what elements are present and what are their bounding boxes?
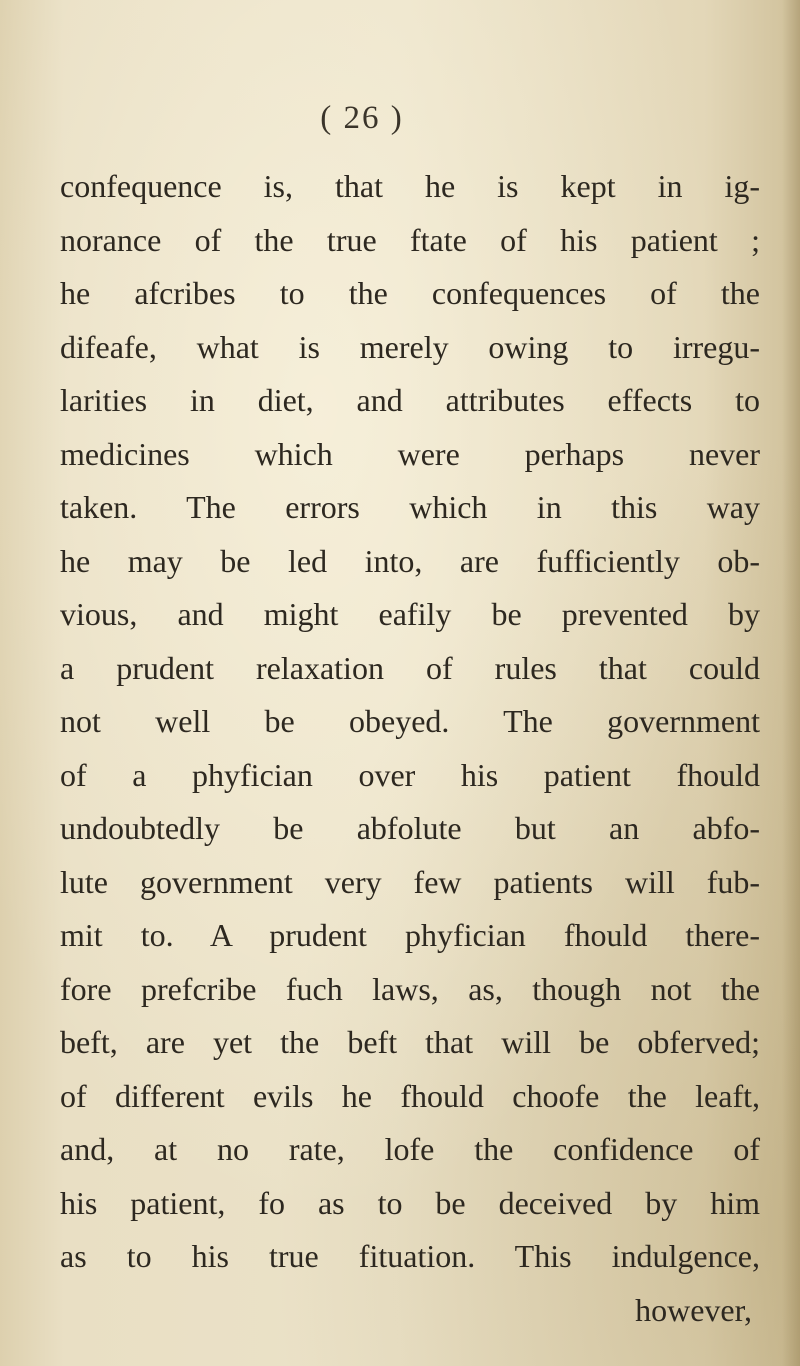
text-line: beft, are yet the beft that will be obferved; xyxy=(60,1024,760,1060)
text-line: undoubtedly be abfolute but an abfo- xyxy=(60,810,760,846)
text-line: and, at no rate, lofe the confidence of xyxy=(60,1131,760,1167)
text-line: fore prefcribe fuch laws, as, though not the xyxy=(60,970,760,1007)
text-line: taken. The errors which in this way xyxy=(60,489,760,525)
text-line: he may be led into, are fufficiently ob- xyxy=(60,542,760,579)
text-line: confequence is, that he is kept in ig- xyxy=(60,168,760,204)
text-line: medicines which were perhaps never xyxy=(60,435,760,472)
text-line: larities in diet, and attributes effects to xyxy=(60,382,760,418)
text-line: his patient, fo as to be deceived by him xyxy=(60,1184,760,1221)
text-line: lute government very few patients will fub- xyxy=(60,863,760,900)
page-edge-shadow xyxy=(782,0,800,1366)
text-line: of different evils he fhould choofe the leaft, xyxy=(60,1077,760,1114)
text-line: of a phyfician over his patient fhould xyxy=(60,756,760,793)
text-line: difeafe, what is merely owing to irregu- xyxy=(60,328,760,365)
text-line: he afcribes to the confequences of the xyxy=(60,275,760,311)
text-line: a prudent relaxation of rules that could xyxy=(60,649,760,686)
page-number: ( 26 ) xyxy=(320,100,404,136)
text-line: as to his true fituation. This indulgence, xyxy=(60,1238,760,1274)
catchword: however, xyxy=(635,1291,752,1328)
text-line: mit to. A prudent phyfician fhould there- xyxy=(60,917,760,953)
body-text xyxy=(60,160,760,1337)
text-line: vious, and might eafily be prevented by xyxy=(60,596,760,632)
text-line: not well be obeyed. The government xyxy=(60,703,760,739)
text-line: norance of the true ftate of his patient ; xyxy=(60,221,760,258)
